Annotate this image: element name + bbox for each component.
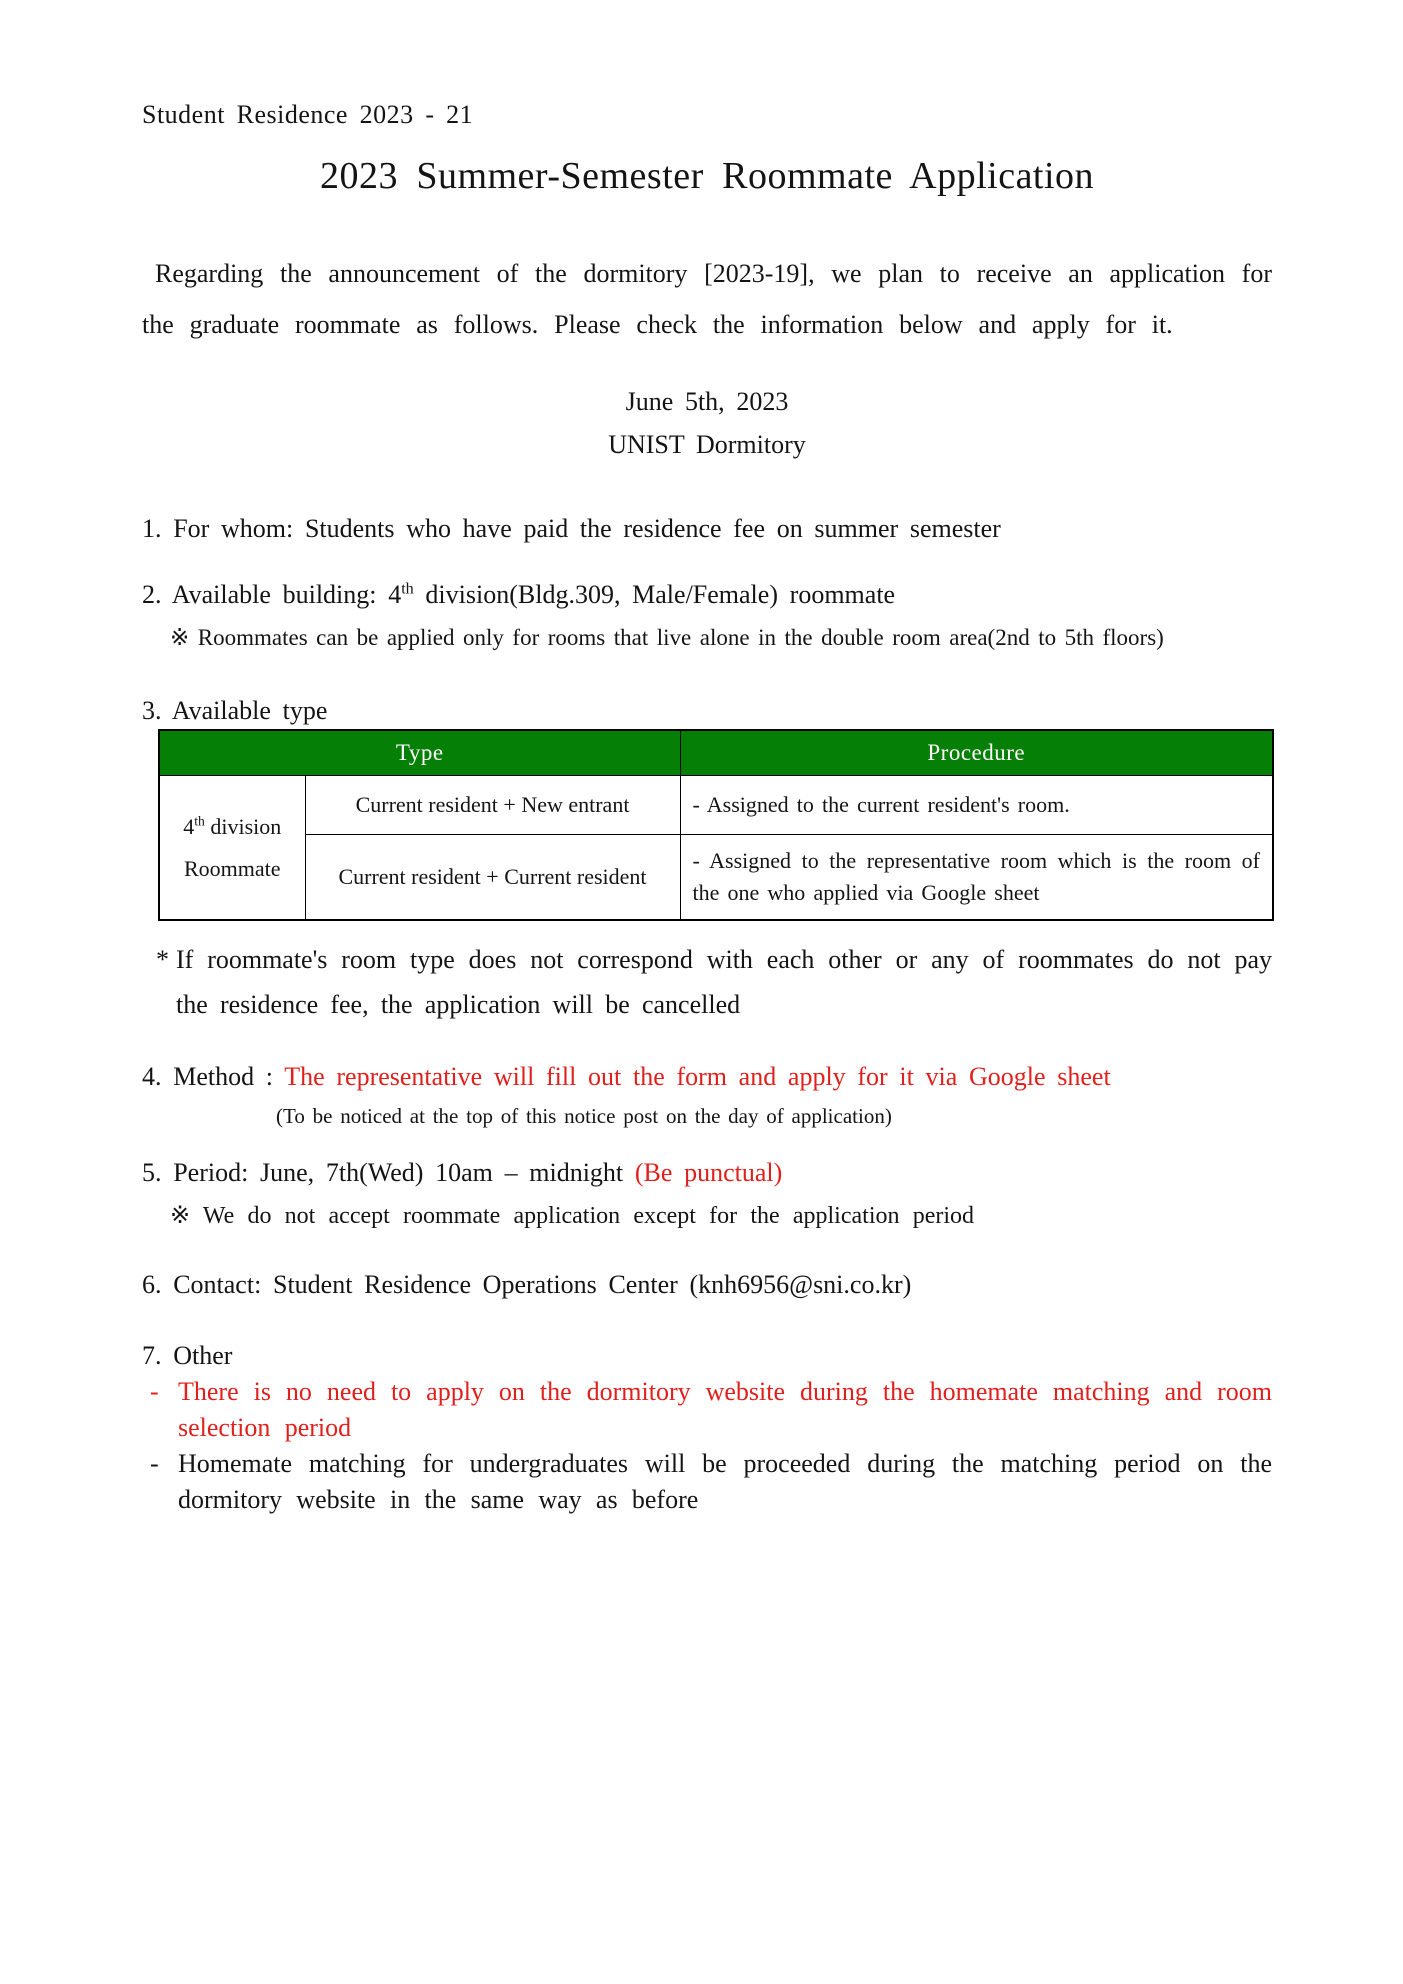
row-label-num: 4 <box>183 813 195 839</box>
intro-paragraph: Regarding the announcement of the dormitory [2023-19], we plan to receive an application for the graduate roommate as follows. Please check the information below and apply for it. <box>142 259 1272 339</box>
date-line: June 5th, 2023 <box>625 387 789 416</box>
table-header-row <box>159 730 1273 776</box>
item-available-building <box>142 577 1272 613</box>
asterisk-marker: * <box>156 945 169 974</box>
row-label-division: division <box>204 813 282 839</box>
item-contact: 6. Contact: Student Residence Operations Center (knh6956@sni.co.kr) <box>142 1270 912 1299</box>
row-group-label <box>159 776 305 921</box>
table-note-text: If roommate's room type does not correspond with each other or any of roommates do not pay the residence fee, the application will be cancelled <box>176 945 1272 1019</box>
type-cell: Current resident + New entrant <box>305 776 680 835</box>
period-note: ※ We do not accept roommate application except for the application period <box>170 1203 975 1229</box>
item-method <box>142 1059 1272 1095</box>
other-bullet-red-text: There is no need to apply on the dormitory website during the homemate matching and room selection period <box>178 1377 1272 1442</box>
available-type-table <box>158 729 1274 921</box>
other-bullet-black-text: Homemate matching for undergraduates will be proceeded during the matching period on the dormitory website in the same way as before <box>178 1449 1272 1514</box>
method-red-text: The representative will fill out the form and apply for it via Google sheet <box>284 1062 1111 1091</box>
available-building-ordinal: th <box>401 580 414 598</box>
table-row <box>159 835 1273 921</box>
table-header-type: Type <box>159 730 680 776</box>
page-title: 2023 Summer-Semester Roommate Application <box>319 155 1095 197</box>
table-row <box>159 776 1273 835</box>
other-bullet-red <box>142 1374 1272 1446</box>
row-label-line1 <box>161 806 304 848</box>
period-red-text: (Be punctual) <box>634 1158 783 1187</box>
table-note <box>142 937 1272 1027</box>
available-building-note: ※ Roommates can be applied only for rooms that live alone in the double room area(2nd to 5th floors) <box>170 625 1164 650</box>
row-label-line2: Roommate <box>183 855 281 881</box>
other-bullet-black <box>142 1446 1272 1518</box>
procedure-cell: - Assigned to the representative room which is the room of the one who applied via Google sheet <box>680 835 1273 921</box>
available-building-prefix: 2. Available building: 4 <box>142 580 402 609</box>
table-header-procedure: Procedure <box>680 730 1273 776</box>
type-cell: Current resident + Current resident <box>305 835 680 921</box>
item-period <box>142 1155 1272 1191</box>
item-other: 7. Other <box>142 1341 233 1370</box>
doc-number: Student Residence 2023 - 21 <box>142 100 474 129</box>
method-label: 4. Method : <box>142 1062 285 1091</box>
item-for-whom: 1. For whom: Students who have paid the residence fee on summer semester <box>142 514 1001 543</box>
procedure-cell: - Assigned to the current resident's room. <box>680 776 1273 835</box>
dash-marker: - <box>150 1377 159 1406</box>
dash-marker: - <box>150 1449 159 1478</box>
method-subnote: (To be noticed at the top of this notice post on the day of application) <box>276 1104 892 1128</box>
period-text: 5. Period: June, 7th(Wed) 10am – midnight <box>142 1158 635 1187</box>
row-label-ordinal: th <box>194 813 205 829</box>
available-building-suffix: division(Bldg.309, Male/Female) roommate <box>413 580 896 609</box>
org-line: UNIST Dormitory <box>608 430 806 459</box>
item-available-type: 3. Available type <box>142 696 328 725</box>
signature-block <box>142 380 1272 466</box>
